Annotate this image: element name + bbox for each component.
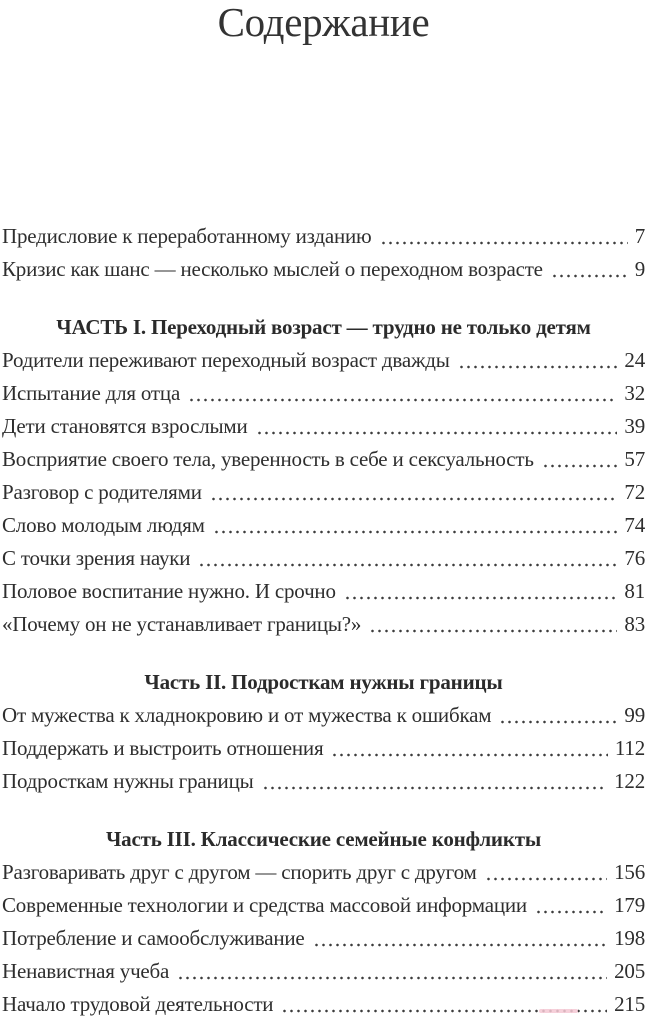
dot-leader <box>313 922 608 955</box>
toc-section <box>2 823 645 1021</box>
entry-page-number: 83 <box>624 612 645 636</box>
dot-leader <box>551 253 628 286</box>
toc-entry[interactable] <box>2 988 645 1021</box>
entry-title: Восприятие своего тела, уверенность в себе и сексуальность <box>2 447 534 471</box>
dot-leader <box>188 377 617 410</box>
toc-list <box>2 344 645 641</box>
entry-title: Испытание для отца <box>2 381 181 405</box>
entry-page-number: 156 <box>614 860 645 884</box>
section-heading: Часть II. Подросткам нужны границы <box>144 670 503 694</box>
toc-entry[interactable] <box>2 410 645 443</box>
toc-entry[interactable] <box>2 608 645 641</box>
dot-leader <box>542 443 618 476</box>
toc-entry[interactable] <box>2 699 645 732</box>
entry-page-number: 39 <box>624 414 645 438</box>
dot-leader <box>281 988 607 1021</box>
entry-title: Современные технологии и средства массовой информации <box>2 893 527 917</box>
entry-title: С точки зрения науки <box>2 546 191 570</box>
dot-leader <box>499 699 617 732</box>
entry-page-number: 112 <box>614 736 645 760</box>
entry-page-number: 76 <box>624 546 645 570</box>
entry-title: Дети становятся взрослыми <box>2 414 248 438</box>
toc-entry[interactable] <box>2 509 645 542</box>
toc-entry[interactable] <box>2 889 645 922</box>
toc-entry[interactable] <box>2 344 645 377</box>
toc-entry[interactable] <box>2 476 645 509</box>
toc-entry[interactable] <box>2 575 645 608</box>
entry-page-number: 179 <box>614 893 645 917</box>
entry-page-number: 7 <box>634 224 645 248</box>
entry-page-number: 205 <box>614 959 645 983</box>
entry-title: Половое воспитание нужно. И срочно <box>2 579 336 603</box>
toc-sections <box>2 220 645 1021</box>
toc-entry[interactable] <box>2 253 645 286</box>
entry-page-number: 215 <box>614 992 645 1016</box>
toc-entry[interactable] <box>2 377 645 410</box>
entry-title: Слово молодым людям <box>2 513 205 537</box>
toc-list <box>2 699 645 798</box>
entry-page-number: 122 <box>614 769 645 793</box>
entry-page-number: 32 <box>624 381 645 405</box>
dot-leader <box>256 410 618 443</box>
toc-section <box>2 311 645 641</box>
dot-leader <box>262 765 608 798</box>
entry-page-number: 9 <box>634 257 645 281</box>
dot-leader <box>331 732 607 765</box>
toc-list <box>2 220 645 286</box>
dot-leader <box>485 856 608 889</box>
dot-leader <box>213 509 618 542</box>
entry-page-number: 72 <box>624 480 645 504</box>
entry-page-number: 24 <box>624 348 645 372</box>
dot-leader <box>380 220 628 253</box>
entry-title: Ненавистная учеба <box>2 959 170 983</box>
dot-leader <box>344 575 618 608</box>
entry-title: Кризис как шанс — несколько мыслей о переходном возрасте <box>2 257 543 281</box>
entry-title: Поддержать и выстроить отношения <box>2 736 324 760</box>
scan-artifact-pink-mark <box>539 1009 578 1013</box>
dot-leader <box>177 955 607 988</box>
entry-title: «Почему он не устанавливает границы?» <box>2 612 362 636</box>
toc-entry[interactable] <box>2 765 645 798</box>
toc-entry[interactable] <box>2 922 645 955</box>
dot-leader <box>198 542 617 575</box>
dot-leader <box>535 889 607 922</box>
entry-page-number: 74 <box>624 513 645 537</box>
page-title: Содержание <box>217 0 430 45</box>
toc-entry[interactable] <box>2 443 645 476</box>
dot-leader <box>369 608 617 641</box>
toc-entry[interactable] <box>2 542 645 575</box>
section-heading: Часть III. Классические семейные конфликты <box>105 827 542 851</box>
toc-entry[interactable] <box>2 732 645 765</box>
dot-leader <box>210 476 618 509</box>
entry-page-number: 99 <box>624 703 645 727</box>
entry-title: Потребление и самообслуживание <box>2 926 305 950</box>
toc-section <box>2 220 645 286</box>
entry-title: Подросткам нужны границы <box>2 769 254 793</box>
entry-page-number: 57 <box>624 447 645 471</box>
toc-entry[interactable] <box>2 220 645 253</box>
entry-title: Разговаривать друг с другом — спорить друг с другом <box>2 860 477 884</box>
entry-page-number: 198 <box>614 926 645 950</box>
entry-title: От мужества к хладнокровию и от мужества к ошибкам <box>2 703 492 727</box>
toc-section <box>2 666 645 798</box>
entry-title: Родители переживают переходный возраст дважды <box>2 348 450 372</box>
toc-entry[interactable] <box>2 955 645 988</box>
entry-title: Начало трудовой деятельности <box>2 992 274 1016</box>
toc-entry[interactable] <box>2 856 645 889</box>
dot-leader <box>458 344 618 377</box>
entry-page-number: 81 <box>624 579 645 603</box>
toc-list <box>2 856 645 1021</box>
entry-title: Предисловие к переработанному изданию <box>2 224 372 248</box>
entry-title: Разговор с родителями <box>2 480 202 504</box>
section-heading: ЧАСТЬ I. Переходный возраст — трудно не только детям <box>56 315 591 339</box>
